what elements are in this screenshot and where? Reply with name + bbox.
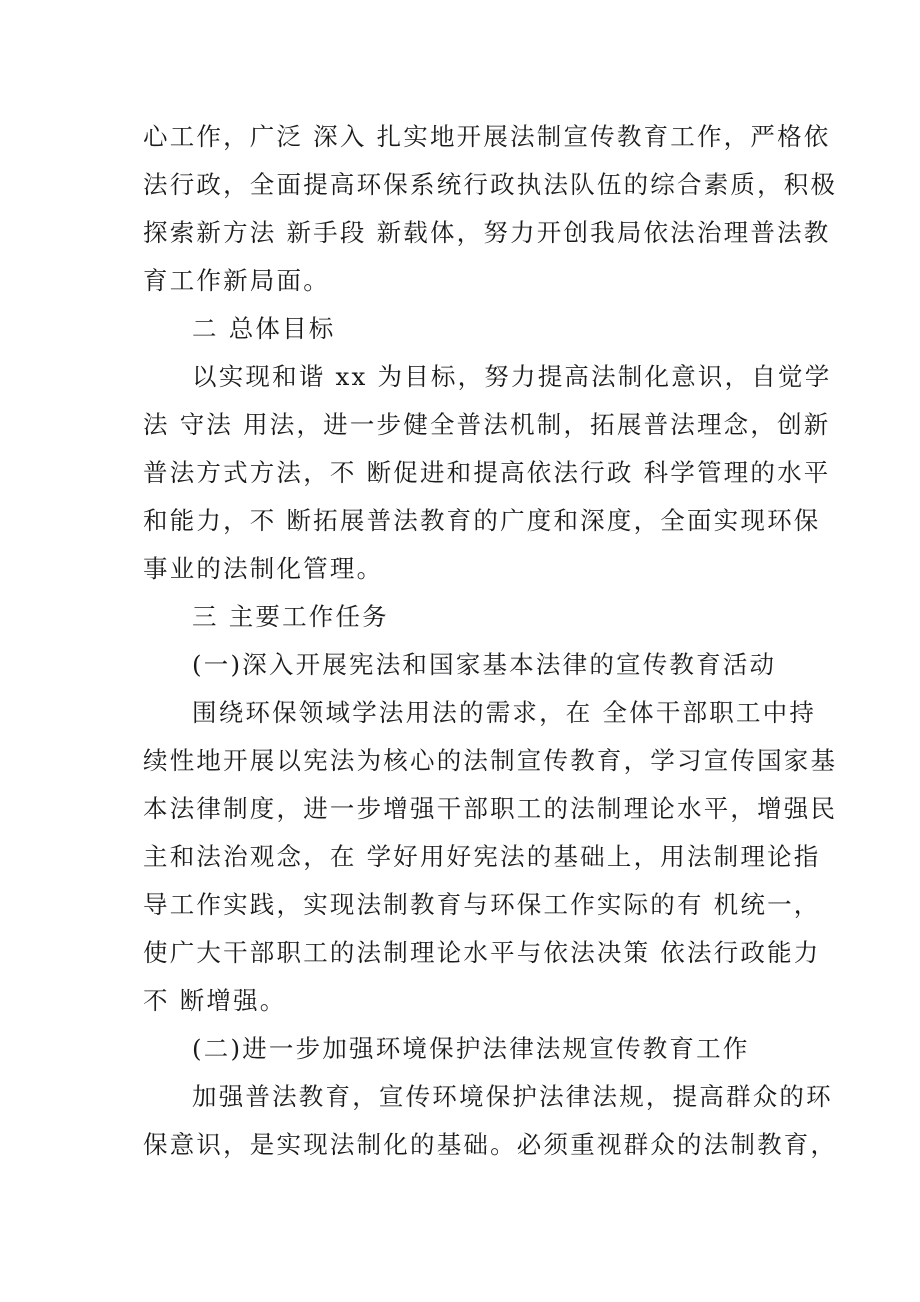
text-line: 心工作，广泛 深入 扎实地开展法制宣传教育工作，严格依 — [143, 122, 831, 151]
text-line: 本法律制度，进一步增强干部职工的法制理论水平，增强民 — [143, 794, 838, 823]
text-line: 保意识，是实现法制化的基础。必须重视群众的法制教育， — [143, 1130, 838, 1159]
text-line: 法 守法 用法，进一步健全普法机制，拓展普法理念，创新 — [143, 410, 831, 439]
document-body — [143, 113, 838, 1169]
text-line: 围绕环保领域学法用法的需求，在 全体干部职工中持 — [192, 698, 817, 727]
text-line: 普法方式方法，不 断促进和提高依法行政 科学管理的水平 — [143, 458, 831, 487]
text-line: 法行政，全面提高环保系统行政执法队伍的综合素质，积极 — [143, 170, 838, 199]
text-line: 和能力，不 断拓展普法教育的广度和深度，全面实现环保 — [143, 506, 821, 535]
section-heading: 二 总体目标 — [192, 314, 336, 343]
text-line: 事业的法制化管理。 — [143, 554, 384, 583]
text-line: 育工作新局面。 — [143, 266, 330, 295]
text-line: 加强普法教育，宣传环境保护法律法规，提高群众的环 — [192, 1082, 833, 1111]
text-line: 导工作实践，实现法制教育与环保工作实际的有 机统一， — [143, 890, 821, 919]
text-line: 不 断增强。 — [143, 986, 287, 1015]
section-heading: 三 主要工作任务 — [192, 602, 389, 631]
text-line: 以实现和谐 xx 为目标，努力提高法制化意识，自觉学 — [192, 362, 832, 391]
text-line: 探索新方法 新手段 新载体，努力开创我局依法治理普法教 — [143, 218, 831, 247]
text-line: 使广大干部职工的法制理论水平与依法决策 依法行政能力 — [143, 938, 821, 967]
subsection-heading: (一)深入开展宪法和国家基本法律的宣传教育活动 — [192, 650, 777, 679]
text-line: 主和法治观念，在 学好用好宪法的基础上，用法制理论指 — [143, 842, 821, 871]
subsection-heading: (二)进一步加强环境保护法律法规宣传教育工作 — [192, 1034, 750, 1063]
text-line: 续性地开展以宪法为核心的法制宣传教育，学习宣传国家基 — [143, 746, 838, 775]
